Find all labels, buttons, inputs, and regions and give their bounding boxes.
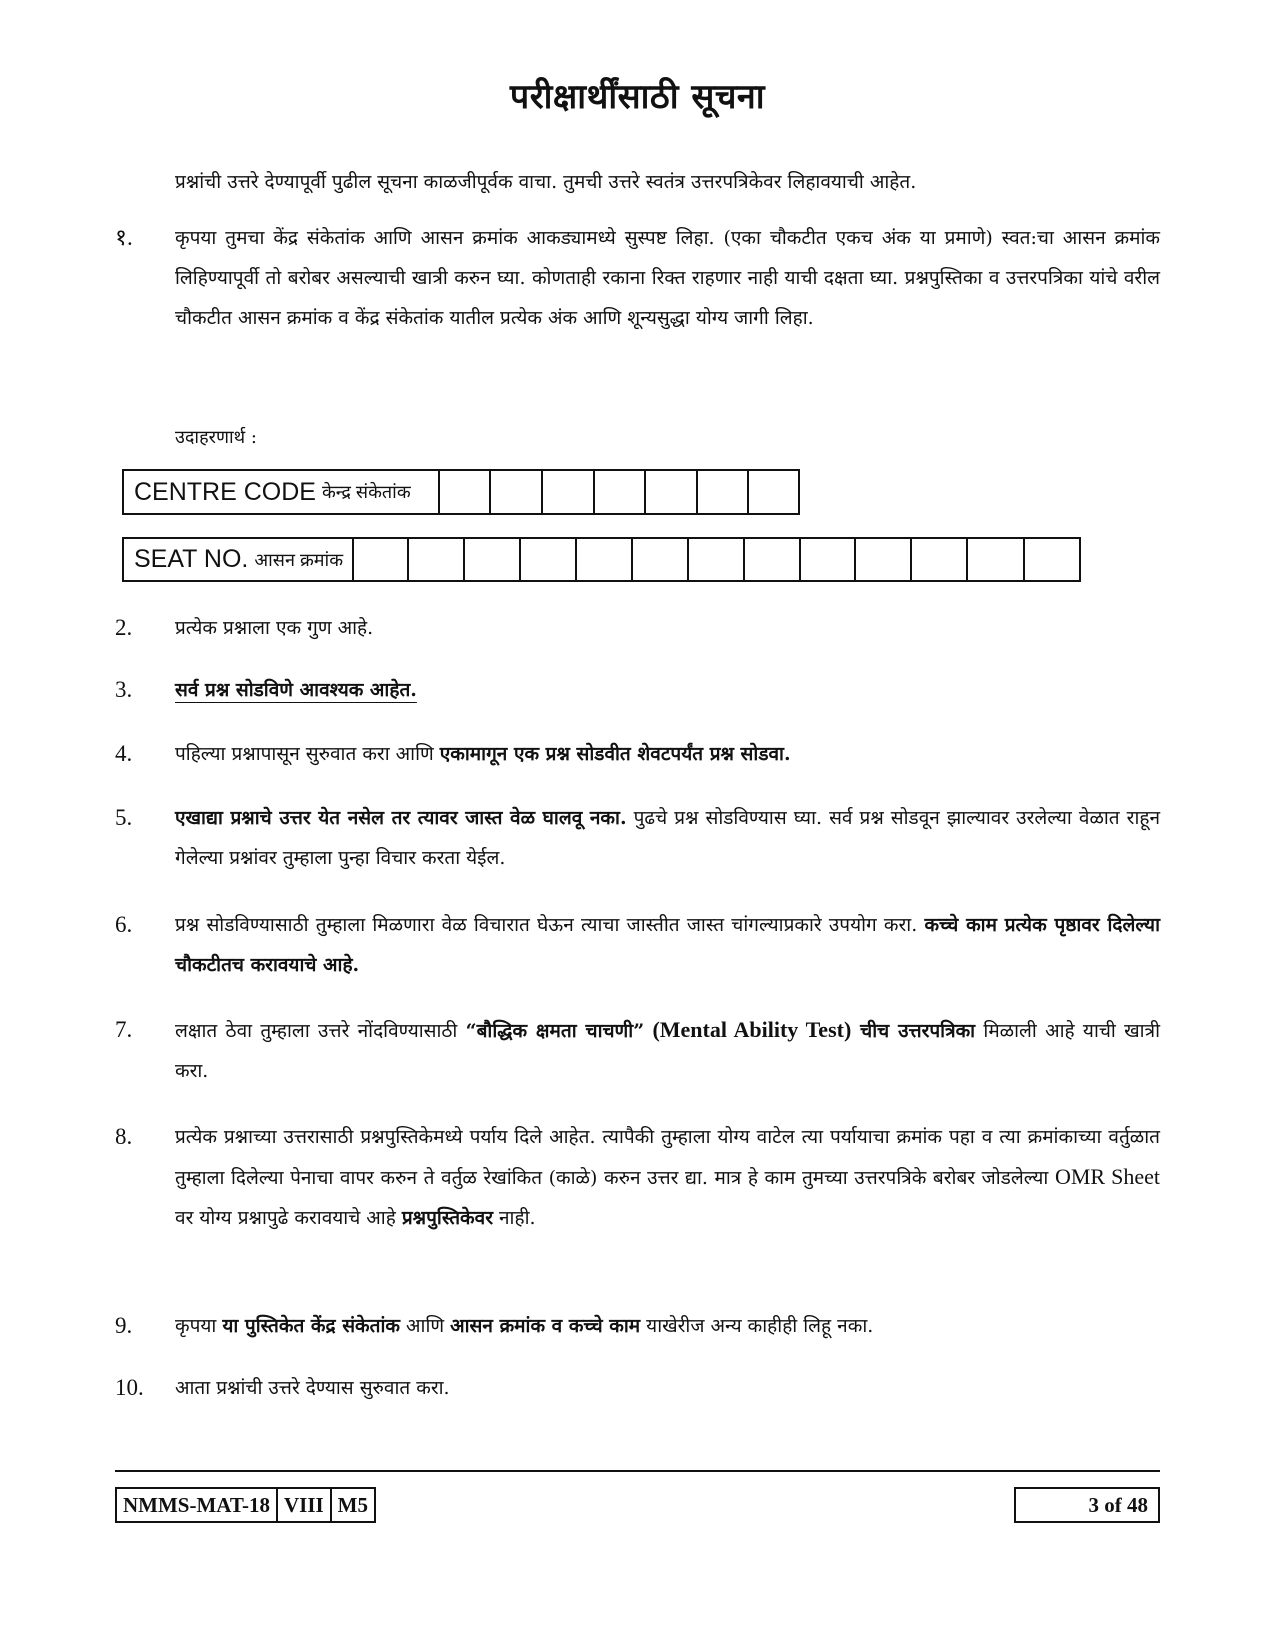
centre-code-cell[interactable] [747,471,798,513]
seat-no-cell[interactable] [743,539,799,580]
item-text [175,1117,1160,1238]
seat-no-box[interactable] [122,537,1081,582]
item-text-bold: एखाद्या प्रश्नाचे उत्तर येत नसेल तर त्यावर जास्त वेळ घालवू नका. [175,807,627,829]
item-text-normal: प्रत्येक प्रश्नाच्या उत्तरासाठी प्रश्नपुस्तिकेमध्ये पर्याय दिले आहेत. त्यापैकी तुम्हाला योग्य वाटेल त्या पर्यायाचा क्रमांक पहा व त्या क्रमांकाच्या वर्तुळात तुम्हाला दिलेल्या पेनाचा वापर करुन ते वर्तुळ रेखांकित (काळे) करुन उत्तर द्या. मात्र हे काम तुमच्या उत्तरपत्रिके बरोबर जोडलेल्या [175,1126,1160,1189]
footer-standard: VIII [276,1489,330,1521]
item-number: 8. [115,1124,133,1149]
item-number: 7. [115,1017,133,1042]
item-text-normal: याखेरीज अन्य काहीही लिहू नका. [640,1315,874,1337]
footer-code-box [115,1487,376,1523]
item-text: कृपया तुमचा केंद्र संकेतांक आणि आसन क्रमांक आकड्यामध्ये सुस्पष्ट लिहा. (एका चौकटीत एकच अंक या प्रमाणे) स्वत:चा आसन क्रमांक लिहिण्यापूर्वी तो बरोबर असल्याची खात्री करुन घ्या. कोणताही रकाना रिक्त राहणार नाही याची दक्षता घ्या. प्रश्नपुस्तिका व उत्तरपत्रिका यांचे वरील चौकटीत आसन क्रमांक व केंद्र संकेतांक यातील प्रत्येक अंक आणि शून्यसुद्धा योग्य जागी लिहा. [175,227,1160,329]
item-text-normal: मिळाली आहे याची खात्री करा. [175,1020,1161,1082]
seat-no-cell[interactable] [854,539,910,580]
footer-version: M5 [330,1489,374,1521]
centre-code-cell[interactable] [696,471,748,513]
item-text [175,905,1160,985]
seat-no-cell[interactable] [519,539,575,580]
item-number: 6. [115,912,133,937]
item-text-bold: प्रश्नपुस्तिकेवर [401,1207,493,1229]
item-number: 2. [115,615,133,640]
page-title: परीक्षार्थींसाठी सूचना [509,77,766,117]
seat-no-cell[interactable] [687,539,743,580]
centre-code-label-mr: केन्द्र संकेतांक [321,482,411,502]
item-text [175,798,1160,878]
seat-no-cell[interactable] [352,539,408,580]
seat-no-cell[interactable] [463,539,519,580]
footer-paper-code: NMMS-MAT-18 [123,1492,270,1517]
item-text-bold: या पुस्तिकेत केंद्र संकेतांक [222,1315,400,1337]
item-text-normal: लक्षात ठेवा तुम्हाला उत्तरे नोंदविण्यासाठी [175,1020,466,1042]
centre-code-cell[interactable] [489,471,541,513]
item-text-normal: प्रश्न सोडविण्यासाठी तुम्हाला मिळणारा वेळ विचारात घेऊन त्याचा जास्तीत जास्त चांगल्याप्रकारे उपयोग करा. [175,914,925,936]
seat-no-cell[interactable] [910,539,966,580]
item-text-bold: चीच उत्तरपत्रिका [851,1020,976,1042]
seat-no-cell[interactable] [799,539,855,580]
centre-code-label-en: CENTRE CODE [134,477,316,506]
item-number: 9. [115,1313,133,1338]
item-text-normal: नाही. [492,1207,536,1229]
centre-code-cell[interactable] [541,471,593,513]
centre-code-label [124,471,438,513]
item-number: 10. [115,1375,144,1400]
item-number: १. [115,225,133,250]
item-text: सर्व प्रश्न सोडविणे आवश्यक आहेत. [175,679,417,701]
item-number: 5. [115,805,133,830]
seat-no-cell[interactable] [407,539,463,580]
seat-no-label-en: SEAT NO. [134,545,249,573]
item-text-normal: आणि [399,1315,451,1337]
seat-no-cell[interactable] [966,539,1023,580]
seat-no-cell[interactable] [575,539,631,580]
item-text [175,1010,1160,1091]
item-text [175,734,1160,774]
item-text: आता प्रश्नांची उत्तरे देण्यास सुरुवात करा. [175,1377,450,1399]
intro-text: प्रश्नांची उत्तरे देण्यापूर्वी पुढील सूचना काळजीपूर्वक वाचा. तुमची उत्तरे स्वतंत्र उत्तरपत्रिकेवर लिहावयाची आहेत. [175,171,917,193]
item-text [175,1306,1160,1346]
item-text-english: (Mental Ability Test) [652,1017,852,1042]
centre-code-cell[interactable] [644,471,696,513]
example-label: उदाहरणार्थ : [175,427,257,448]
seat-no-label-mr: आसन क्रमांक [254,549,344,570]
item-text-bold: “बौद्धिक क्षमता चाचणी” [465,1020,645,1042]
item-text-normal: कृपया [175,1315,223,1337]
item-number: 3. [115,677,133,702]
footer-divider [115,1470,1160,1472]
centre-code-cell[interactable] [593,471,645,513]
item-text-bold: आसन क्रमांक व कच्चे काम [450,1315,641,1337]
item-text-normal: पुढचे प्रश्न सोडविण्यास घ्या. सर्व प्रश्न सोडवून झाल्यावर उरलेल्या वेळात राहून गेलेल्या प्रश्नांवर तुम्हाला पुन्हा विचार करता येईल. [175,807,1160,869]
footer-page-number: 3 of 48 [1014,1487,1160,1523]
item-text: प्रत्येक प्रश्नाला एक गुण आहे. [175,617,374,639]
item-text-english: OMR Sheet [1054,1164,1160,1189]
item-number: 4. [115,741,133,766]
item-text-normal: वर योग्य प्रश्नापुढे करावयाचे आहे [175,1207,402,1229]
item-text-bold: एकामागून एक प्रश्न सोडवीत शेवटपर्यंत प्रश्न सोडवा. [439,743,791,765]
centre-code-cell[interactable] [438,471,490,513]
item-text-normal: पहिल्या प्रश्नापासून सुरुवात करा आणि [175,743,440,765]
item-text-bold: कच्चे काम प्रत्येक पृष्ठावर दिलेल्या चौकटीतच करावयाचे आहे. [175,914,1160,976]
seat-no-cell[interactable] [1023,539,1079,580]
seat-no-label [124,539,352,580]
seat-no-cell[interactable] [631,539,687,580]
centre-code-box[interactable] [122,469,800,515]
